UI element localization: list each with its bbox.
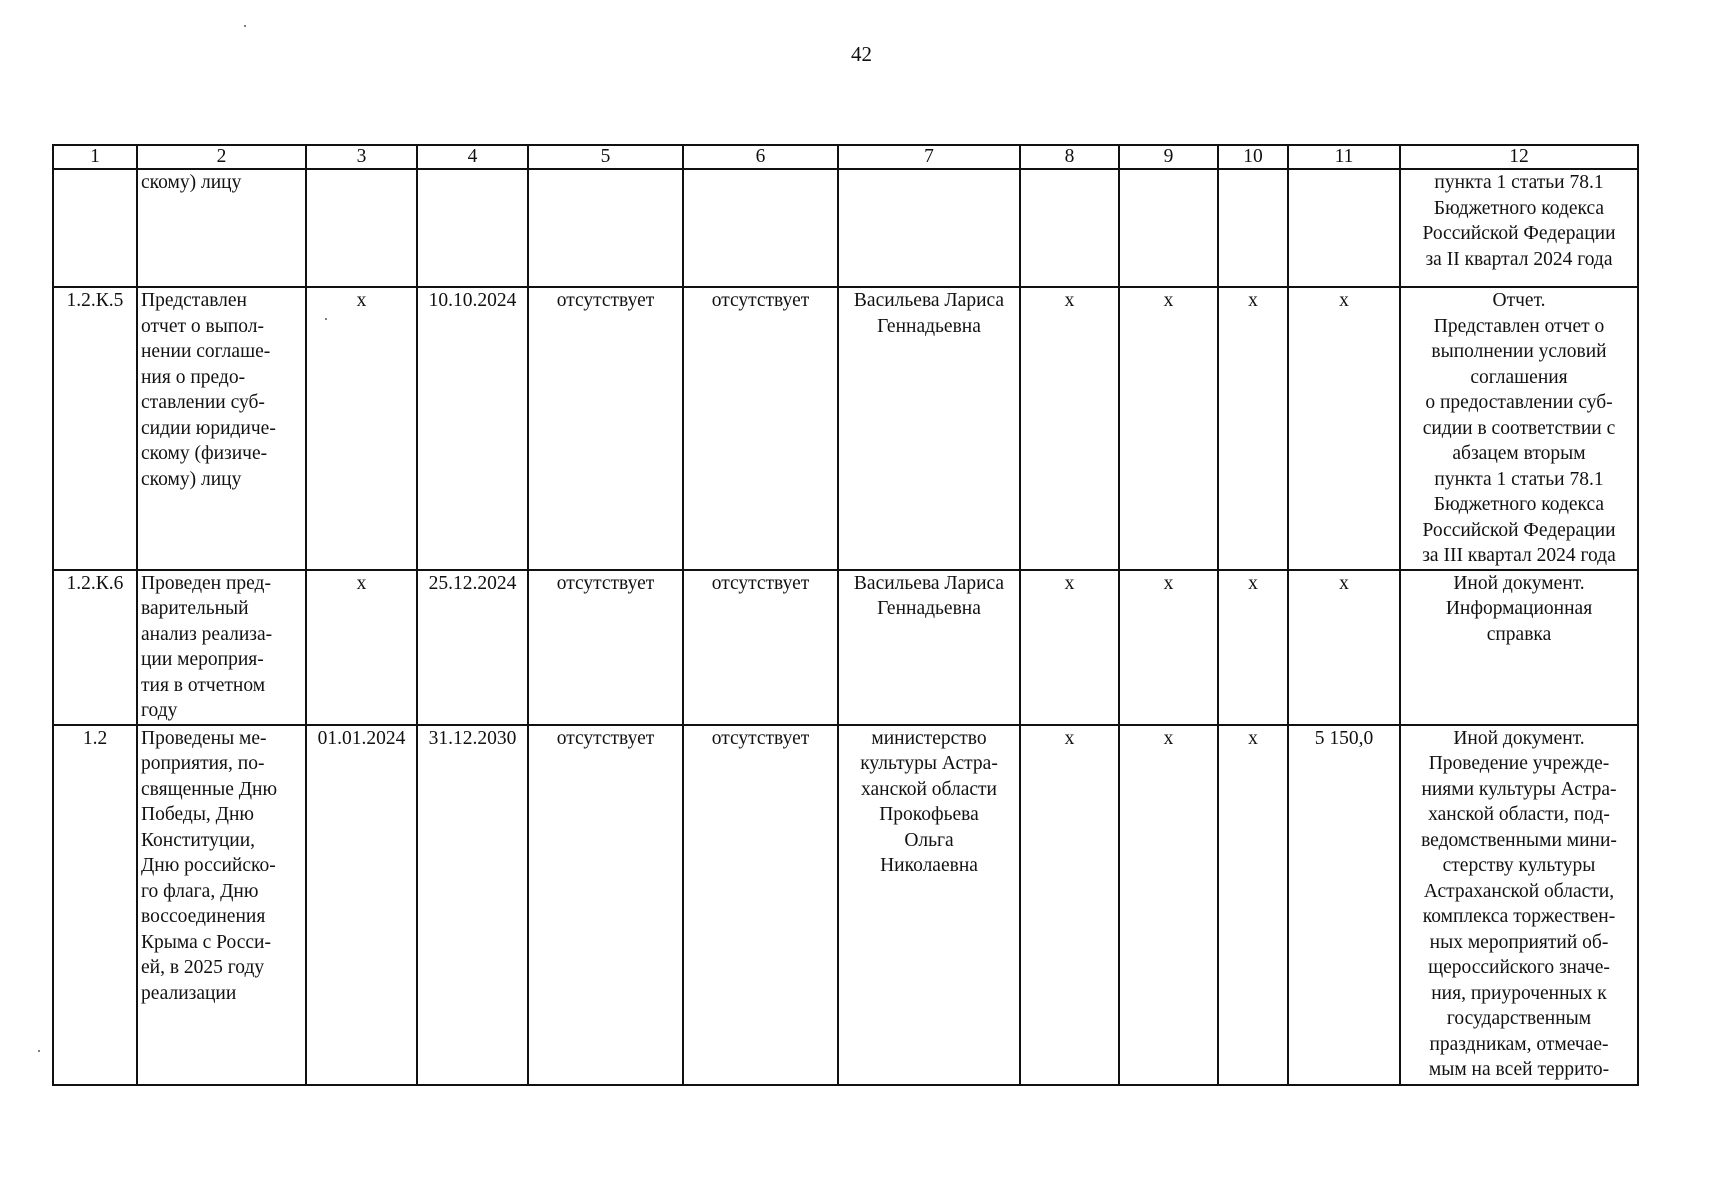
cell-responsible: министерство культуры Астра- ханской области Прокофьева Ольга Николаевна bbox=[838, 725, 1020, 1085]
scan-speck bbox=[325, 318, 327, 320]
cell-col9: x bbox=[1119, 570, 1218, 725]
col-header-6: 6 bbox=[683, 145, 838, 169]
cell-col5: отсутствует bbox=[528, 287, 683, 570]
scan-speck bbox=[38, 1050, 40, 1052]
cell-col5: отсутствует bbox=[528, 570, 683, 725]
cell-col11: 5 150,0 bbox=[1288, 725, 1400, 1085]
cell-start-date: x bbox=[306, 287, 417, 570]
cell-end-date: 10.10.2024 bbox=[417, 287, 528, 570]
cell-col5 bbox=[528, 169, 683, 287]
page-number: 42 bbox=[851, 42, 872, 66]
cell-document: Иной документ. Информационная справка bbox=[1400, 570, 1638, 725]
cell-start-date: x bbox=[306, 570, 417, 725]
col-header-11: 11 bbox=[1288, 145, 1400, 169]
cell-number: 1.2.К.6 bbox=[53, 570, 137, 725]
cell-col11 bbox=[1288, 169, 1400, 287]
cell-end-date: 25.12.2024 bbox=[417, 570, 528, 725]
cell-col8: x bbox=[1020, 570, 1119, 725]
cell-col6: отсутствует bbox=[683, 725, 838, 1085]
cell-col10: x bbox=[1218, 725, 1288, 1085]
cell-end-date: 31.12.2030 bbox=[417, 725, 528, 1085]
col-header-5: 5 bbox=[528, 145, 683, 169]
cell-responsible: Васильева Лариса Геннадьевна bbox=[838, 287, 1020, 570]
table-row bbox=[53, 725, 1638, 1085]
cell-col10 bbox=[1218, 169, 1288, 287]
col-header-2: 2 bbox=[137, 145, 306, 169]
cell-col8: x bbox=[1020, 287, 1119, 570]
cell-col9: x bbox=[1119, 287, 1218, 570]
scan-speck bbox=[244, 25, 246, 27]
table-row bbox=[53, 287, 1638, 570]
cell-responsible bbox=[838, 169, 1020, 287]
col-header-3: 3 bbox=[306, 145, 417, 169]
cell-col6: отсутствует bbox=[683, 570, 838, 725]
cell-col9: x bbox=[1119, 725, 1218, 1085]
cell-document: Иной документ. Проведение учрежде- ниями культуры Астра- ханской области, под- ведомственными мини- стерству культуры Астраханской области, комплекса торжествен- ных мероприятий об- щероссийского значе- ния, приуроченных к государственным праздникам, отмечае- мым на всей террито- bbox=[1400, 725, 1638, 1085]
col-header-10: 10 bbox=[1218, 145, 1288, 169]
cell-col11: x bbox=[1288, 570, 1400, 725]
cell-col6 bbox=[683, 169, 838, 287]
cell-number bbox=[53, 169, 137, 287]
cell-col6: отсутствует bbox=[683, 287, 838, 570]
col-header-8: 8 bbox=[1020, 145, 1119, 169]
header-row bbox=[53, 145, 1638, 169]
col-header-7: 7 bbox=[838, 145, 1020, 169]
cell-col5: отсутствует bbox=[528, 725, 683, 1085]
cell-document: пункта 1 статьи 78.1 Бюджетного кодекса Российской Федерации за II квартал 2024 года bbox=[1400, 169, 1638, 287]
col-header-12: 12 bbox=[1400, 145, 1638, 169]
cell-responsible: Васильева Лариса Геннадьевна bbox=[838, 570, 1020, 725]
cell-col8: x bbox=[1020, 725, 1119, 1085]
cell-end-date bbox=[417, 169, 528, 287]
col-header-9: 9 bbox=[1119, 145, 1218, 169]
cell-number: 1.2 bbox=[53, 725, 137, 1085]
cell-col9 bbox=[1119, 169, 1218, 287]
cell-col10: x bbox=[1218, 287, 1288, 570]
col-header-4: 4 bbox=[417, 145, 528, 169]
table-row bbox=[53, 169, 1638, 287]
cell-result-name: Проведен пред- варительный анализ реализа- ции мероприя- тия в отчетном году bbox=[137, 570, 306, 725]
cell-col8 bbox=[1020, 169, 1119, 287]
cell-document: Отчет. Представлен отчет о выполнении условий соглашения о предоставлении суб- сидии в соответствии с абзацем вторым пункта 1 статьи 78.1 Бюджетного кодекса Российской Федерации за III квартал 2024 года bbox=[1400, 287, 1638, 570]
cell-start-date bbox=[306, 169, 417, 287]
cell-result-name: Представлен отчет о выпол- нении соглаше- ния о предо- ставлении суб- сидии юридиче- скому (физиче- скому) лицу bbox=[137, 287, 306, 570]
cell-result-name: скому) лицу bbox=[137, 169, 306, 287]
cell-number: 1.2.К.5 bbox=[53, 287, 137, 570]
cell-col10: x bbox=[1218, 570, 1288, 725]
cell-start-date: 01.01.2024 bbox=[306, 725, 417, 1085]
cell-col11: x bbox=[1288, 287, 1400, 570]
cell-result-name: Проведены ме- роприятия, по- священные Дню Победы, Дню Конституции, Дню российско- го флага, Дню воссоединения Крыма с Росси- ей, в 2025 году реализации bbox=[137, 725, 306, 1085]
col-header-1: 1 bbox=[53, 145, 137, 169]
plan-table bbox=[52, 144, 1639, 1086]
table-row bbox=[53, 570, 1638, 725]
